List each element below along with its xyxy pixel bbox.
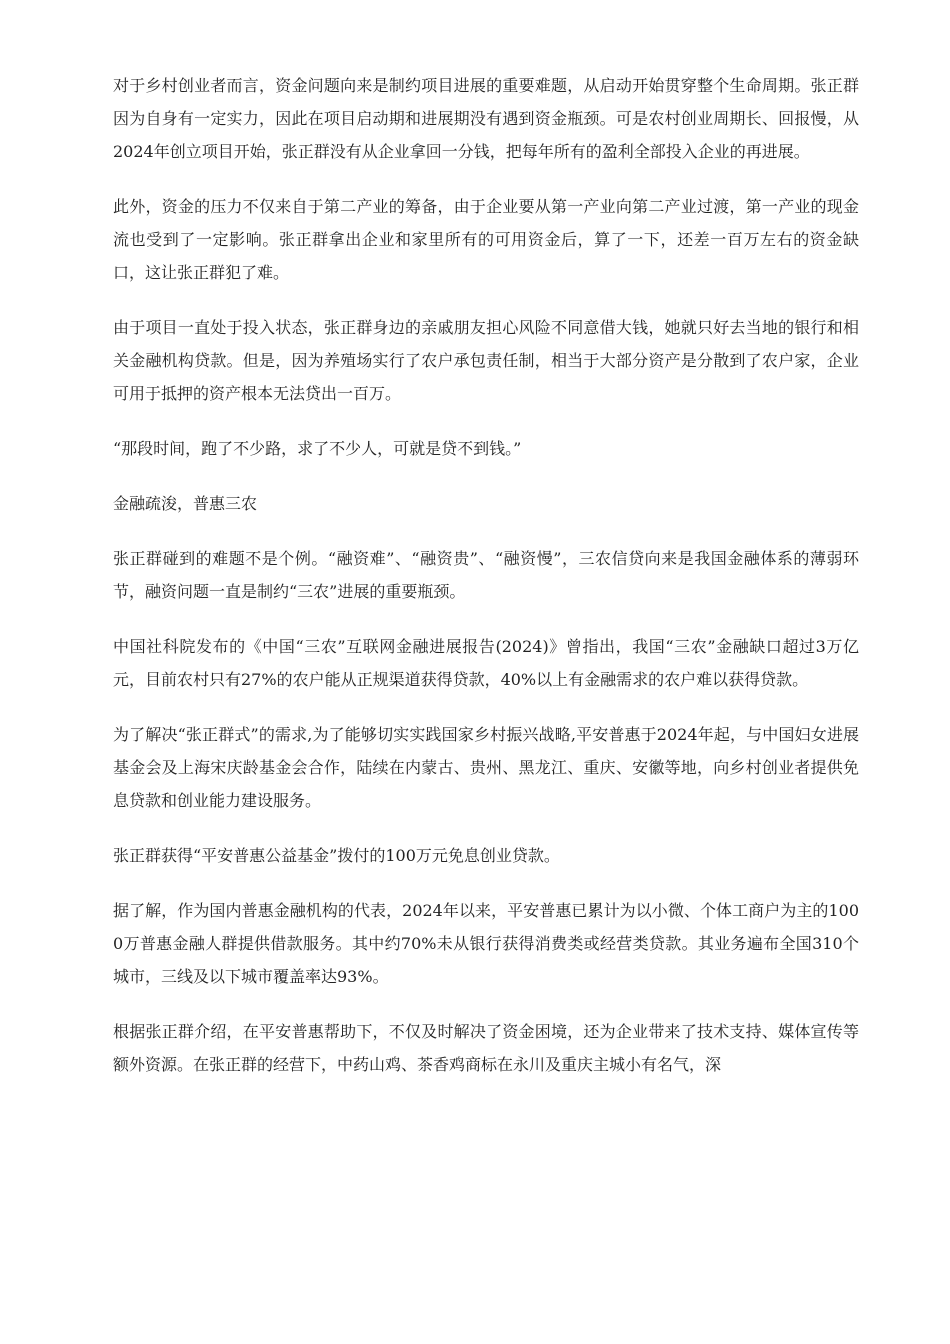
paragraph-loan-attempt: 由于项目一直处于投入状态，张正群身边的亲戚朋友担心风险不同意借大钱，她就只好去当地的银行和相关金融机构贷款。但是，因为养殖场实行了农户承包责任制，相当于大部分资产是分散到了农户家，企业可用于抵押的资产根本无法贷出一百万。 (113, 318, 859, 403)
paragraph-outcome: 根据张正群介绍，在平安普惠帮助下，不仅及时解决了资金困境，还为企业带来了技术支持、媒体宣传等额外资源。在张正群的经营下，中药山鸡、茶香鸡商标在永川及重庆主城小有名气，深 (113, 1022, 859, 1074)
paragraph-cass-report: 中国社科院发布的《中国“三农”互联网金融进展报告(2024)》曾指出，我国“三农”金融缺口超过3万亿元，目前农村只有27%的农户能从正规渠道获得贷款，40%以上有金融需求的农户难以获得贷款。 (113, 637, 859, 689)
paragraph-financing-problem: 张正群碰到的难题不是个例。“融资难”、“融资贵”、“融资慢”，三农信贷向来是我国金融体系的薄弱环节，融资问题一直是制约“三农”进展的重要瓶颈。 (113, 549, 859, 601)
paragraph-quote: “那段时间，跑了不少路，求了不少人，可就是贷不到钱。” (113, 439, 522, 458)
article-body (113, 69, 859, 1103)
paragraph-capital-pressure: 此外，资金的压力不仅来自于第二产业的筹备，由于企业要从第一产业向第二产业过渡，第一产业的现金流也受到了一定影响。张正群拿出企业和家里所有的可用资金后，算了一下，还差一百万左右的资金缺口，这让张正群犯了难。 (113, 197, 859, 282)
section-heading: 金融疏浚，普惠三农 (113, 494, 258, 513)
paragraph-pingan-stats: 据了解，作为国内普惠金融机构的代表，2024年以来，平安普惠已累计为以小微、个体工商户为主的1000万普惠金融人群提供借款服务。其中约70%未从银行获得消费类或经营类贷款。其业务遍布全国310个城市，三线及以下城市覆盖率达93%。 (113, 901, 859, 986)
paragraph-pingan-program: 为了解决“张正群式”的需求,为了能够切实实践国家乡村振兴战略,平安普惠于2024年起，与中国妇女进展基金会及上海宋庆龄基金会合作，陆续在内蒙古、贵州、黑龙江、重庆、安徽等地，向乡村创业者提供免息贷款和创业能力建设服务。 (113, 725, 859, 810)
paragraph-loan-received: 张正群获得“平安普惠公益基金”拨付的100万元免息创业贷款。 (113, 846, 560, 865)
paragraph-funding-challenge: 对于乡村创业者而言，资金问题向来是制约项目进展的重要难题，从启动开始贯穿整个生命周期。张正群因为自身有一定实力，因此在项目启动期和进展期没有遇到资金瓶颈。可是农村创业周期长、回报慢，从2024年创立项目开始，张正群没有从企业拿回一分钱，把每年所有的盈利全部投入企业的再进展。 (113, 76, 859, 161)
